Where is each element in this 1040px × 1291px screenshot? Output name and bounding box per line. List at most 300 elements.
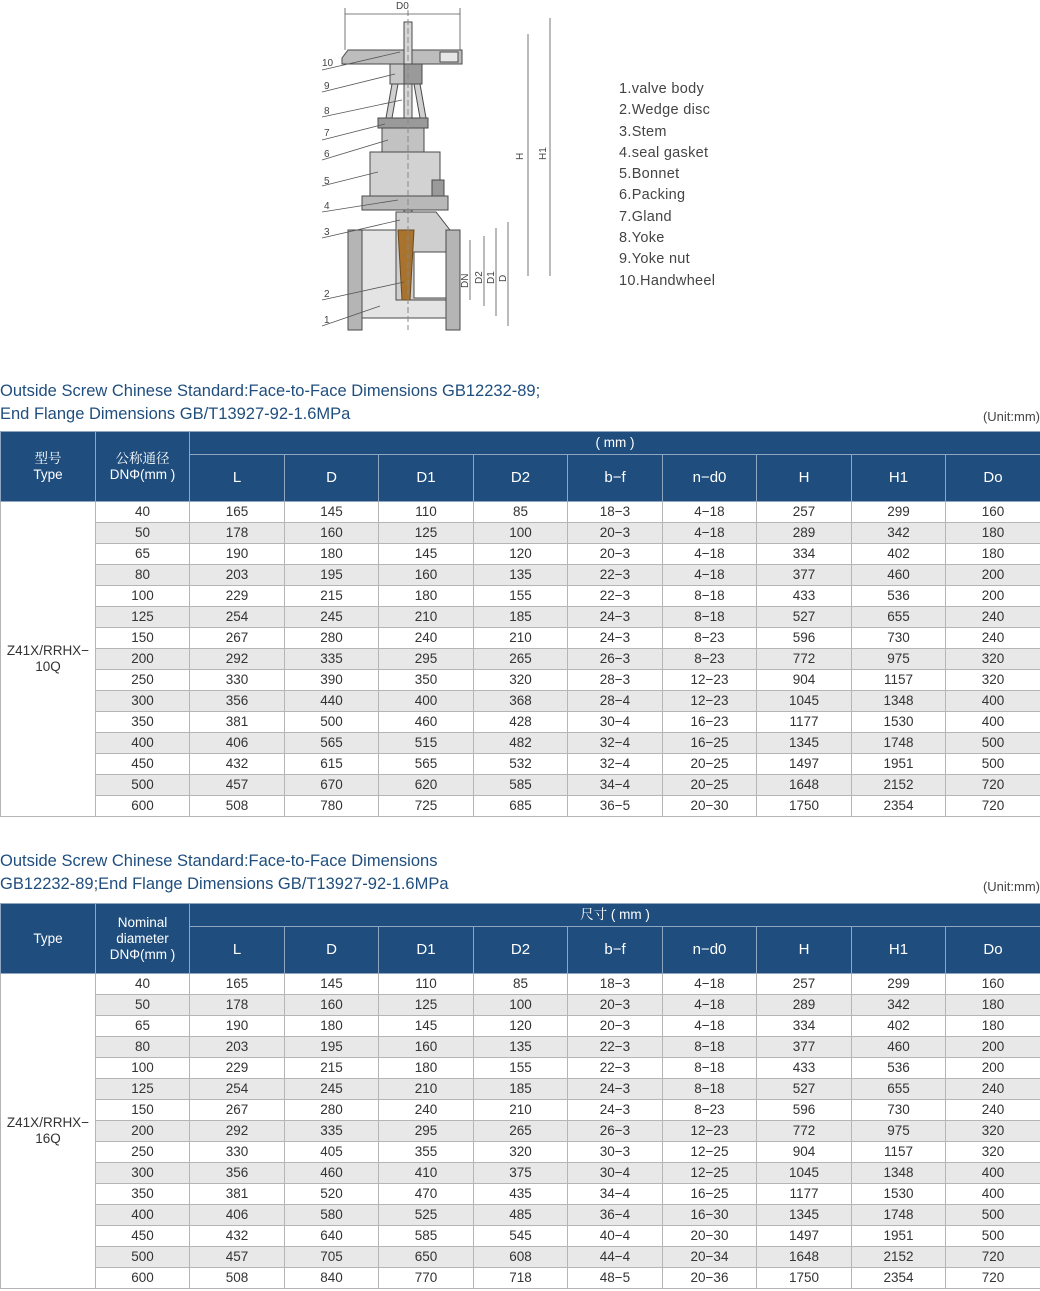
value-cell: 2152	[852, 775, 946, 796]
value-cell: 330	[190, 1142, 285, 1163]
value-cell: 433	[757, 1058, 852, 1079]
value-cell: 190	[190, 1016, 285, 1037]
value-cell: 4−18	[663, 523, 757, 544]
dn-cell: 400	[96, 1205, 190, 1226]
dn-cell: 80	[96, 1037, 190, 1058]
value-cell: 245	[285, 607, 379, 628]
value-cell: 292	[190, 1121, 285, 1142]
col-header: n−d0	[663, 927, 757, 974]
value-cell: 8−18	[663, 607, 757, 628]
value-cell: 975	[852, 649, 946, 670]
value-cell: 640	[285, 1226, 379, 1247]
dn-header-line3: DNΦ(mm )	[109, 946, 176, 962]
value-cell: 215	[285, 586, 379, 607]
dn-cell: 300	[96, 1163, 190, 1184]
section2-unit: (Unit:mm)	[982, 879, 1040, 894]
value-cell: 525	[379, 1205, 474, 1226]
dn-cell: 100	[96, 1058, 190, 1079]
value-cell: 18−3	[568, 974, 663, 995]
value-cell: 299	[852, 974, 946, 995]
value-cell: 280	[285, 1100, 379, 1121]
value-cell: 20−25	[663, 775, 757, 796]
value-cell: 433	[757, 586, 852, 607]
part-yoke: 8.Yoke	[619, 230, 665, 247]
value-cell: 356	[190, 1163, 285, 1184]
value-cell: 254	[190, 607, 285, 628]
unit-caption: ( mm )	[190, 432, 1040, 455]
value-cell: 4−18	[663, 1016, 757, 1037]
value-cell: 12−23	[663, 670, 757, 691]
value-cell: 596	[757, 1100, 852, 1121]
value-cell: 536	[852, 1058, 946, 1079]
value-cell: 280	[285, 628, 379, 649]
value-cell: 85	[474, 974, 568, 995]
type-header-en: Type	[33, 466, 63, 482]
table-row	[1, 775, 1040, 796]
value-cell: 20−36	[663, 1268, 757, 1289]
value-cell: 12−25	[663, 1163, 757, 1184]
value-cell: 4−18	[663, 974, 757, 995]
value-cell: 330	[190, 670, 285, 691]
table-row	[1, 649, 1040, 670]
col-header: n−d0	[663, 455, 757, 502]
value-cell: 485	[474, 1205, 568, 1226]
section1-table-body	[1, 502, 1040, 817]
dn-cell: 200	[96, 1121, 190, 1142]
dn-header-line2: diameter	[116, 930, 169, 946]
dn-header-en: DNΦ(mm )	[109, 466, 176, 482]
table-row	[1, 1205, 1040, 1226]
value-cell: 1157	[852, 670, 946, 691]
value-cell: 1530	[852, 712, 946, 733]
value-cell: 145	[285, 502, 379, 523]
value-cell: 48−5	[568, 1268, 663, 1289]
value-cell: 22−3	[568, 1058, 663, 1079]
value-cell: 125	[379, 523, 474, 544]
value-cell: 240	[946, 1100, 1040, 1121]
type-header-cn: 型号	[34, 450, 62, 466]
dn-cell: 250	[96, 670, 190, 691]
col-header: L	[190, 927, 285, 974]
table-row	[1, 733, 1040, 754]
value-cell: 400	[946, 712, 1040, 733]
value-cell: 267	[190, 628, 285, 649]
value-cell: 8−18	[663, 1058, 757, 1079]
value-cell: 24−3	[568, 628, 663, 649]
value-cell: 120	[474, 1016, 568, 1037]
value-cell: 292	[190, 649, 285, 670]
value-cell: 160	[379, 1037, 474, 1058]
value-cell: 400	[379, 691, 474, 712]
dim-label-d: D	[498, 274, 509, 282]
value-cell: 20−30	[663, 796, 757, 817]
value-cell: 720	[946, 1268, 1040, 1289]
dn-cell: 450	[96, 1226, 190, 1247]
value-cell: 100	[474, 523, 568, 544]
value-cell: 85	[474, 502, 568, 523]
value-cell: 377	[757, 565, 852, 586]
value-cell: 1648	[757, 1247, 852, 1268]
table-row	[1, 523, 1040, 544]
value-cell: 904	[757, 670, 852, 691]
value-cell: 508	[190, 1268, 285, 1289]
value-cell: 515	[379, 733, 474, 754]
value-cell: 165	[190, 974, 285, 995]
value-cell: 28−4	[568, 691, 663, 712]
value-cell: 24−3	[568, 1079, 663, 1100]
value-cell: 160	[379, 565, 474, 586]
value-cell: 180	[946, 995, 1040, 1016]
dn-cell: 65	[96, 544, 190, 565]
value-cell: 585	[379, 1226, 474, 1247]
value-cell: 289	[757, 995, 852, 1016]
dim-label-d2: D2	[474, 271, 485, 284]
value-cell: 180	[946, 1016, 1040, 1037]
value-cell: 165	[190, 502, 285, 523]
value-cell: 1177	[757, 1184, 852, 1205]
dn-cell: 50	[96, 995, 190, 1016]
value-cell: 265	[474, 1121, 568, 1142]
value-cell: 12−23	[663, 1121, 757, 1142]
value-cell: 267	[190, 1100, 285, 1121]
value-cell: 20−25	[663, 754, 757, 775]
value-cell: 12−25	[663, 1142, 757, 1163]
dn-cell: 65	[96, 1016, 190, 1037]
dn-cell: 350	[96, 1184, 190, 1205]
value-cell: 428	[474, 712, 568, 733]
value-cell: 289	[757, 523, 852, 544]
value-cell: 381	[190, 1184, 285, 1205]
value-cell: 100	[474, 995, 568, 1016]
value-cell: 240	[946, 1079, 1040, 1100]
value-cell: 720	[946, 775, 1040, 796]
col-header: D	[285, 455, 379, 502]
section1-title	[0, 380, 540, 426]
table-row	[1, 995, 1040, 1016]
value-cell: 36−4	[568, 1205, 663, 1226]
value-cell: 16−25	[663, 1184, 757, 1205]
type-cell-line1: Z41X/RRHX−	[6, 643, 90, 658]
value-cell: 356	[190, 691, 285, 712]
dn-cell: 50	[96, 523, 190, 544]
table-row	[1, 502, 1040, 523]
col-header: b−f	[568, 927, 663, 974]
value-cell: 180	[946, 523, 1040, 544]
dn-cell: 250	[96, 1142, 190, 1163]
value-cell: 500	[946, 733, 1040, 754]
value-cell: 229	[190, 586, 285, 607]
value-cell: 520	[285, 1184, 379, 1205]
value-cell: 28−3	[568, 670, 663, 691]
section1-title-line1: Outside Screw Chinese Standard:Face-to-Face Dimensions GB12232-89;	[0, 382, 541, 400]
type-cell-line1: Z41X/RRHX−	[6, 1115, 90, 1130]
col-header: D1	[379, 455, 474, 502]
part-bonnet: 5.Bonnet	[619, 166, 680, 183]
value-cell: 320	[946, 1142, 1040, 1163]
value-cell: 432	[190, 1226, 285, 1247]
col-header: Do	[946, 455, 1040, 502]
value-cell: 685	[474, 796, 568, 817]
value-cell: 460	[852, 1037, 946, 1058]
value-cell: 24−3	[568, 1100, 663, 1121]
value-cell: 110	[379, 502, 474, 523]
section1-table	[0, 431, 1040, 817]
table-row	[1, 1268, 1040, 1289]
value-cell: 8−23	[663, 649, 757, 670]
value-cell: 545	[474, 1226, 568, 1247]
table-row	[1, 586, 1040, 607]
callout-10: 10	[322, 58, 334, 69]
value-cell: 536	[852, 586, 946, 607]
value-cell: 432	[190, 754, 285, 775]
value-cell: 334	[757, 544, 852, 565]
table-row	[1, 796, 1040, 817]
value-cell: 527	[757, 1079, 852, 1100]
col-header: D	[285, 927, 379, 974]
value-cell: 1951	[852, 1226, 946, 1247]
type-cell-line2: 16Q	[35, 1131, 61, 1146]
value-cell: 145	[285, 974, 379, 995]
value-cell: 185	[474, 1079, 568, 1100]
dn-cell: 200	[96, 649, 190, 670]
value-cell: 16−30	[663, 1205, 757, 1226]
value-cell: 200	[946, 586, 1040, 607]
table-row	[1, 670, 1040, 691]
dn-cell: 600	[96, 796, 190, 817]
value-cell: 1748	[852, 1205, 946, 1226]
value-cell: 320	[474, 1142, 568, 1163]
value-cell: 200	[946, 1037, 1040, 1058]
value-cell: 532	[474, 754, 568, 775]
value-cell: 440	[285, 691, 379, 712]
value-cell: 32−4	[568, 754, 663, 775]
value-cell: 8−18	[663, 1079, 757, 1100]
value-cell: 770	[379, 1268, 474, 1289]
value-cell: 904	[757, 1142, 852, 1163]
value-cell: 4−18	[663, 502, 757, 523]
part-yoke-nut: 9.Yoke nut	[619, 251, 690, 268]
table-row	[1, 1121, 1040, 1142]
value-cell: 257	[757, 502, 852, 523]
value-cell: 705	[285, 1247, 379, 1268]
value-cell: 2354	[852, 1268, 946, 1289]
table-row	[1, 544, 1040, 565]
value-cell: 178	[190, 995, 285, 1016]
value-cell: 615	[285, 754, 379, 775]
callout-7: 7	[324, 128, 330, 139]
value-cell: 1045	[757, 691, 852, 712]
value-cell: 295	[379, 1121, 474, 1142]
dn-header	[96, 904, 190, 974]
value-cell: 368	[474, 691, 568, 712]
value-cell: 240	[379, 1100, 474, 1121]
value-cell: 1530	[852, 1184, 946, 1205]
value-cell: 725	[379, 796, 474, 817]
value-cell: 40−4	[568, 1226, 663, 1247]
table-row	[1, 1100, 1040, 1121]
value-cell: 500	[946, 754, 1040, 775]
value-cell: 8−18	[663, 1037, 757, 1058]
table-row	[1, 628, 1040, 649]
value-cell: 457	[190, 1247, 285, 1268]
dn-cell: 40	[96, 974, 190, 995]
table-row	[1, 607, 1040, 628]
value-cell: 1177	[757, 712, 852, 733]
table-row	[1, 1037, 1040, 1058]
value-cell: 180	[285, 544, 379, 565]
value-cell: 30−3	[568, 1142, 663, 1163]
value-cell: 772	[757, 649, 852, 670]
type-header	[1, 432, 96, 502]
value-cell: 120	[474, 544, 568, 565]
value-cell: 135	[474, 565, 568, 586]
table-row	[1, 974, 1040, 995]
value-cell: 215	[285, 1058, 379, 1079]
table-row	[1, 1016, 1040, 1037]
value-cell: 406	[190, 1205, 285, 1226]
value-cell: 320	[474, 670, 568, 691]
value-cell: 2152	[852, 1247, 946, 1268]
value-cell: 178	[190, 523, 285, 544]
value-cell: 195	[285, 1037, 379, 1058]
value-cell: 180	[379, 1058, 474, 1079]
dim-label-d0: D0	[396, 1, 409, 12]
callout-5: 5	[324, 176, 330, 187]
value-cell: 20−3	[568, 523, 663, 544]
col-header: D1	[379, 927, 474, 974]
part-seal-gasket: 4.seal gasket	[619, 144, 709, 161]
value-cell: 210	[474, 1100, 568, 1121]
value-cell: 203	[190, 1037, 285, 1058]
value-cell: 1497	[757, 754, 852, 775]
value-cell: 402	[852, 1016, 946, 1037]
value-cell: 145	[379, 1016, 474, 1037]
value-cell: 254	[190, 1079, 285, 1100]
callout-9: 9	[324, 81, 330, 92]
col-header: D2	[474, 927, 568, 974]
value-cell: 34−4	[568, 1184, 663, 1205]
value-cell: 200	[946, 1058, 1040, 1079]
callout-1: 1	[324, 315, 330, 326]
section2-title-line2: GB12232-89;End Flange Dimensions GB/T13927-92-1.6MPa	[0, 875, 449, 893]
value-cell: 400	[946, 1163, 1040, 1184]
value-cell: 16−25	[663, 733, 757, 754]
value-cell: 1157	[852, 1142, 946, 1163]
value-cell: 580	[285, 1205, 379, 1226]
table-row	[1, 1184, 1040, 1205]
value-cell: 210	[379, 1079, 474, 1100]
value-cell: 160	[285, 523, 379, 544]
value-cell: 320	[946, 649, 1040, 670]
value-cell: 670	[285, 775, 379, 796]
value-cell: 1045	[757, 1163, 852, 1184]
table-row	[1, 1226, 1040, 1247]
value-cell: 565	[379, 754, 474, 775]
value-cell: 32−4	[568, 733, 663, 754]
part-handwheel: 10.Handwheel	[619, 272, 716, 289]
value-cell: 135	[474, 1037, 568, 1058]
value-cell: 257	[757, 974, 852, 995]
value-cell: 730	[852, 628, 946, 649]
callout-4: 4	[324, 201, 330, 212]
value-cell: 12−23	[663, 691, 757, 712]
value-cell: 8−23	[663, 1100, 757, 1121]
dn-cell: 450	[96, 754, 190, 775]
value-cell: 335	[285, 649, 379, 670]
value-cell: 381	[190, 712, 285, 733]
value-cell: 16−23	[663, 712, 757, 733]
type-cell-line2: 10Q	[35, 659, 61, 674]
value-cell: 840	[285, 1268, 379, 1289]
value-cell: 410	[379, 1163, 474, 1184]
value-cell: 1750	[757, 796, 852, 817]
value-cell: 780	[285, 796, 379, 817]
dn-cell: 80	[96, 565, 190, 586]
value-cell: 195	[285, 565, 379, 586]
value-cell: 125	[379, 995, 474, 1016]
value-cell: 377	[757, 1037, 852, 1058]
value-cell: 975	[852, 1121, 946, 1142]
type-cell	[1, 502, 96, 817]
section1-title-line2: End Flange Dimensions GB/T13927-92-1.6MPa	[0, 405, 351, 423]
value-cell: 4−18	[663, 995, 757, 1016]
value-cell: 402	[852, 544, 946, 565]
value-cell: 406	[190, 733, 285, 754]
value-cell: 508	[190, 796, 285, 817]
value-cell: 190	[190, 544, 285, 565]
section2-title-line1: Outside Screw Chinese Standard:Face-to-Face Dimensions	[0, 852, 438, 870]
parts-legend	[619, 79, 715, 292]
dn-cell: 600	[96, 1268, 190, 1289]
value-cell: 26−3	[568, 649, 663, 670]
value-cell: 400	[946, 1184, 1040, 1205]
value-cell: 20−30	[663, 1226, 757, 1247]
value-cell: 203	[190, 565, 285, 586]
value-cell: 22−3	[568, 1037, 663, 1058]
value-cell: 718	[474, 1268, 568, 1289]
value-cell: 245	[285, 1079, 379, 1100]
value-cell: 1648	[757, 775, 852, 796]
value-cell: 342	[852, 995, 946, 1016]
dn-cell: 500	[96, 775, 190, 796]
value-cell: 180	[946, 544, 1040, 565]
part-packing: 6.Packing	[619, 187, 686, 204]
value-cell: 720	[946, 796, 1040, 817]
unit-caption: 尺寸 ( mm )	[190, 904, 1040, 927]
value-cell: 1497	[757, 1226, 852, 1247]
value-cell: 265	[474, 649, 568, 670]
value-cell: 160	[946, 974, 1040, 995]
section2-title	[0, 850, 449, 896]
callout-2: 2	[324, 289, 330, 300]
value-cell: 608	[474, 1247, 568, 1268]
value-cell: 355	[379, 1142, 474, 1163]
value-cell: 585	[474, 775, 568, 796]
value-cell: 500	[285, 712, 379, 733]
value-cell: 110	[379, 974, 474, 995]
value-cell: 320	[946, 670, 1040, 691]
value-cell: 4−18	[663, 565, 757, 586]
dn-header-line1: Nominal	[117, 914, 168, 930]
dim-label-h1: H1	[538, 147, 549, 160]
value-cell: 34−4	[568, 775, 663, 796]
dn-header	[96, 432, 190, 502]
col-header: b−f	[568, 455, 663, 502]
value-cell: 22−3	[568, 586, 663, 607]
dim-label-h: H	[515, 152, 526, 160]
value-cell: 295	[379, 649, 474, 670]
dn-cell: 300	[96, 691, 190, 712]
